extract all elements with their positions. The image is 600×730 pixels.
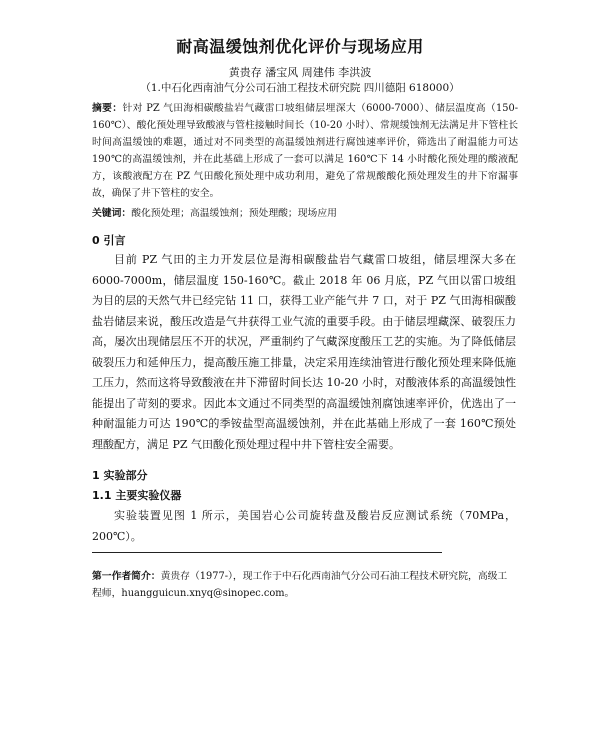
intro-paragraph: 目前 PZ 气田的主力开发层位是海相碳酸盐岩气藏雷口坡组，储层埋深大多在 6000-7000m，储层温度 150-160℃。截止 2018 年 06 月底，PZ 气田以雷口坡组为目的层的天然气井已经完钻 11 口，获得工业产能气井 7 口，对于 PZ 气田海相碳酸盐岩储层来说，酸压改造是气井获得工业气流的重要手段。由于储层埋藏深、破裂压力高，屡次出现储层压不开的状况，严重制约了气藏深度酸压工艺的实施。为了降低储层破裂压力和延伸压力，提高酸压施工排量，决定采用连续油管进行酸化预处理来降低施工压力，然而这将导致酸液在井下滞留时间长达 10-20 小时，对酸液体系的高温缓蚀性能提出了苛刻的要求。因此本文通过不同类型的高温缓蚀剂腐蚀速率评价，优选出了一种耐温能力可达 190℃的季铵盐型高温缓蚀剂，并在此基础上形成了一套 160℃预处理酸配方，满足 PZ 气田酸化预处理过程中井下管柱安全需要。 [92,253,516,451]
footnote-text: 黄贵存（1977-），现工作于中石化西南油气分公司石油工程技术研究院，高级工程师，huangguicun.xnyq@sinopec.com。 [92,571,508,599]
affiliation: （1.中石化西南油气分公司石油工程技术研究院 四川德阳 618000） [140,82,460,94]
abstract-label: 摘要： [92,103,123,114]
footnote-label: 第一作者简介： [92,571,161,582]
keywords [92,205,518,219]
keywords-label: 关键词： [92,208,132,219]
keywords-text: 酸化预处理；高温缓蚀剂；预处理酸；现场应用 [131,208,337,219]
subsection-heading-instruments: 1.1 主要实验仪器 [92,489,182,502]
abstract-text: 针对 PZ 气田海相碳酸盐岩气藏雷口坡组储层埋深大（6000-7000）、储层温度高（150-160℃）、酸化预处理导致酸液与管柱接触时间长（10-20 小时）、常规缓蚀剂无法满足井下管柱长时间高温缓蚀的难题，通过对不同类型的高温缓蚀剂进行腐蚀速率评价，筛选出了耐温能力可达 190℃的高温缓蚀剂，并在此基础上形成了一套可以满足 160℃下 14 小时酸化预处理的酸液配方，该酸液配方在 PZ 气田酸化预处理中成功利用，避免了常规酸酸化预处理发生的井下帘漏事故，确保了井下管柱的安全。 [92,103,519,199]
instruments-paragraph: 实验装置见图 1 所示，美国岩心公司旋转盘及酸岩反应测试系统（70MPa，200℃）。 [92,509,516,543]
abstract [92,100,518,202]
footnote-divider [92,552,442,553]
section-heading-experiment: 1 实验部分 [92,469,148,482]
section-heading-intro: 0 引言 [92,234,126,247]
author-footnote [92,568,516,602]
paper-title: 耐高温缓蚀剂优化评价与现场应用 [176,37,424,56]
author-list: 黄贵存 潘宝风 周建伟 李洪波 [228,66,372,79]
